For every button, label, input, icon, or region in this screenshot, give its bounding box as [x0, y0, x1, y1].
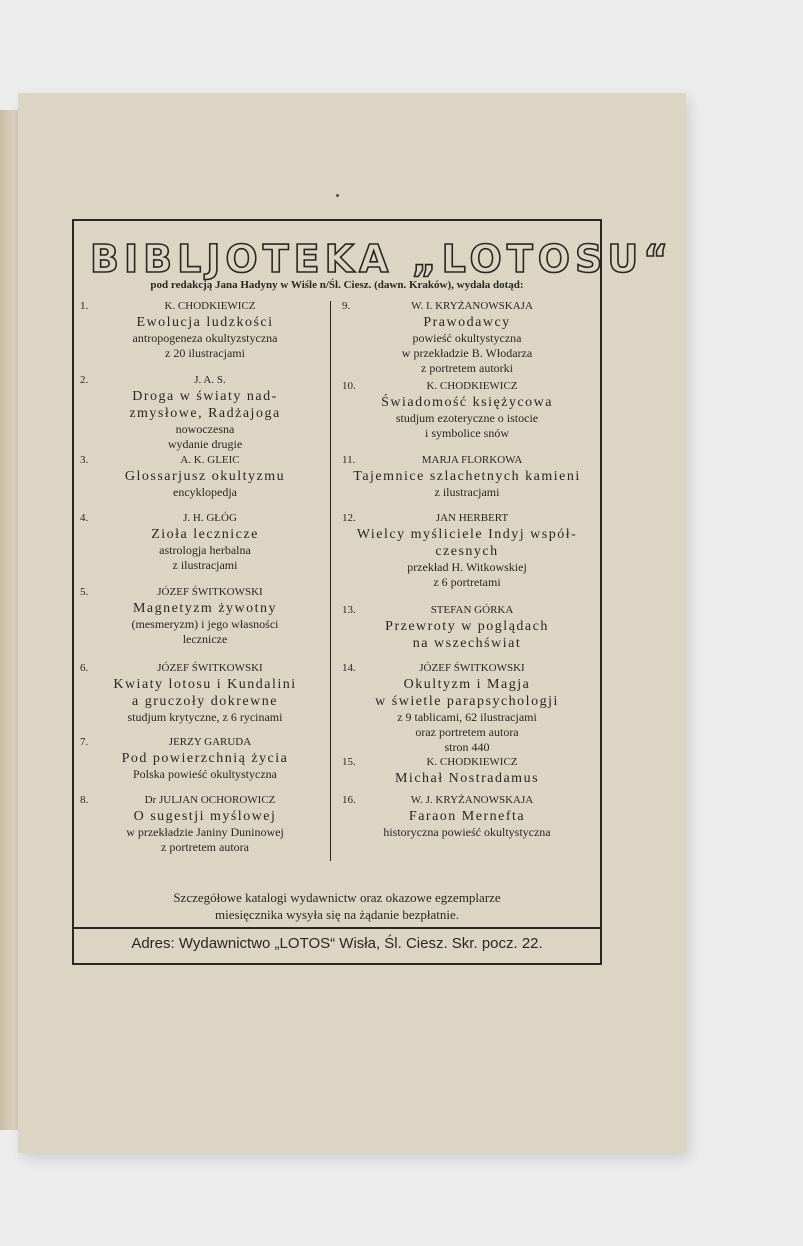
entry-author: A. K. GLEIC: [180, 454, 240, 466]
column-divider: [330, 301, 331, 861]
entry-author: JERZY GARUDA: [168, 736, 252, 748]
entry-description: lecznicze: [182, 632, 228, 646]
entry-number: 7.: [80, 736, 89, 748]
entry-description: Polska powieść okultystyczna: [133, 767, 277, 781]
entry-title: Michał Nostradamus: [394, 771, 540, 786]
entry-title: Tajemnice szlachetnych kamieni: [353, 469, 581, 484]
catalog-note-line: miesięcznika wysyła się na żądanie bezpłatnie.: [214, 907, 459, 922]
entry-title: Pod powierzchnią życia: [121, 751, 289, 766]
advertisement-frame: [72, 219, 674, 965]
entry-description: z portretem autorki: [421, 361, 513, 375]
entry-number: 11.: [342, 454, 356, 466]
entry-description: historyczna powieść okultystyczna: [383, 825, 551, 839]
entry-description: z ilustracjami: [434, 485, 500, 499]
book-entry: [342, 379, 592, 441]
entry-number: 6.: [80, 662, 89, 674]
book-entry: [80, 373, 330, 452]
entry-title: Glossarjusz okultyzmu: [124, 469, 286, 484]
entry-description: (mesmeryzm) i jego własności: [131, 617, 279, 631]
entry-description: i symbolice snów: [425, 426, 509, 440]
book-entry: [342, 793, 592, 840]
entry-title: Zioła lecznicze: [151, 527, 259, 542]
entry-number: 10.: [342, 380, 356, 392]
entry-author: K. CHODKIEWICZ: [164, 300, 256, 312]
entry-number: 4.: [80, 512, 89, 524]
entry-author: MARJA FLORKOWA: [421, 454, 523, 466]
entry-title: O sugestji myślowej: [133, 809, 277, 824]
entry-number: 5.: [80, 586, 89, 598]
entry-description: nowoczesna: [175, 422, 235, 436]
entry-description: w przekładzie B. Włodarza: [401, 346, 533, 360]
entry-description: z portretem autora: [161, 840, 249, 854]
book-entry: [80, 511, 330, 573]
entry-author: JÓZEF ŚWITKOWSKI: [157, 662, 263, 674]
catalog-note-line: Szczegółowe katalogi wydawnictw oraz okazowe egzemplarze: [173, 890, 501, 905]
book-entry: [342, 603, 592, 652]
entry-number: 9.: [342, 300, 351, 312]
book-entry: [80, 585, 330, 647]
catalog-note: [104, 889, 570, 923]
entry-title: Magnetyzm żywotny: [132, 601, 278, 616]
entry-title: Faraon Mernefta: [408, 809, 526, 824]
book-entry: [80, 453, 330, 500]
entry-title: na wszechświat: [412, 636, 522, 651]
entry-description: studjum krytyczne, z 6 rycinami: [127, 710, 283, 724]
entry-description: w przekładzie Janiny Duninowej: [126, 825, 284, 839]
entry-number: 3.: [80, 454, 89, 466]
entry-description: encyklopedja: [173, 485, 237, 499]
entry-author: W. I. KRYŻANOWSKAJA: [411, 300, 533, 312]
entry-title: czesnych: [435, 544, 499, 559]
book-entry: [342, 453, 592, 500]
page-title: BIBLJOTEKA „LOTOSU“: [90, 237, 674, 281]
entry-description: stron 440: [444, 740, 490, 754]
entry-author: K. CHODKIEWICZ: [426, 756, 518, 768]
entry-number: 16.: [342, 794, 356, 806]
entry-title: Prawodawcy: [423, 315, 511, 330]
entry-description: z 6 portretami: [433, 575, 501, 589]
entry-author: JAN HERBERT: [435, 512, 509, 524]
entry-author: W. J. KRYŻANOWSKAJA: [410, 794, 534, 806]
entry-description: z ilustracjami: [172, 558, 238, 572]
entry-author: J. A. S.: [194, 374, 226, 386]
book-entry: [342, 511, 592, 590]
entry-title: a gruczoły dokrewne: [132, 694, 278, 709]
book-entry: [80, 793, 330, 855]
entry-number: 14.: [342, 662, 356, 674]
entry-author: JÓZEF ŚWITKOWSKI: [157, 586, 263, 598]
entry-title: Ewolucja ludzkości: [136, 315, 274, 330]
entry-description: powieść okultystyczna: [412, 331, 522, 345]
booklet-page: [18, 93, 686, 1153]
ink-speck: [336, 194, 339, 197]
entry-author: STEFAN GÓRKA: [430, 604, 514, 616]
entry-description: antropogeneza okultyzstyczna: [132, 331, 278, 345]
entry-description: z 9 tablicami, 62 ilustracjami: [397, 710, 537, 724]
entry-title: Kwiaty lotosu i Kundalini: [113, 677, 297, 692]
entry-number: 1.: [80, 300, 89, 312]
book-entry: [80, 299, 330, 361]
page-subtitle: pod redakcją Jana Hadyny w Wiśle n/Śl. Ciesz. (dawn. Kraków), wydała dotąd:: [150, 279, 524, 291]
entry-number: 8.: [80, 794, 89, 806]
entry-author: J. H. GŁÓG: [183, 512, 237, 524]
entry-number: 12.: [342, 512, 356, 524]
book-entry: [342, 299, 592, 376]
entry-title: Świadomość księżycowa: [381, 395, 553, 410]
publisher-address: Adres: Wydawnictwo „LOTOS“ Wisła, Śl. Ciesz. Skr. pocz. 22.: [131, 935, 543, 952]
entry-description: astrologja herbalna: [159, 543, 251, 557]
entry-title: w świetle parapsychologji: [375, 694, 559, 709]
entry-author: JÓZEF ŚWITKOWSKI: [419, 662, 525, 674]
entry-number: 15.: [342, 756, 356, 768]
book-entry: [80, 735, 330, 782]
entry-description: wydanie drugie: [167, 437, 243, 451]
entry-number: 13.: [342, 604, 356, 616]
footer-divider: [74, 927, 600, 929]
book-entry: [342, 661, 592, 755]
entry-title: Przewroty w poglądach: [385, 619, 549, 634]
book-entry: [80, 661, 330, 725]
entry-title: zmysłowe, Radżajoga: [129, 406, 281, 421]
entry-author: K. CHODKIEWICZ: [426, 380, 518, 392]
entry-author: Dr JULJAN OCHOROWICZ: [144, 794, 276, 806]
entry-description: z 20 ilustracjami: [165, 346, 245, 360]
book-entry: [342, 755, 592, 787]
entry-description: oraz portretem autora: [415, 725, 519, 739]
entry-title: Droga w światy nad-: [132, 389, 278, 404]
entry-title: Wielcy myśliciele Indyj współ-: [356, 527, 578, 542]
entry-description: studjum ezoteryczne o istocie: [395, 411, 539, 425]
entry-title: Okultyzm i Magja: [403, 677, 531, 692]
entry-number: 2.: [80, 374, 89, 386]
entry-description: przekład H. Witkowskiej: [407, 560, 527, 574]
